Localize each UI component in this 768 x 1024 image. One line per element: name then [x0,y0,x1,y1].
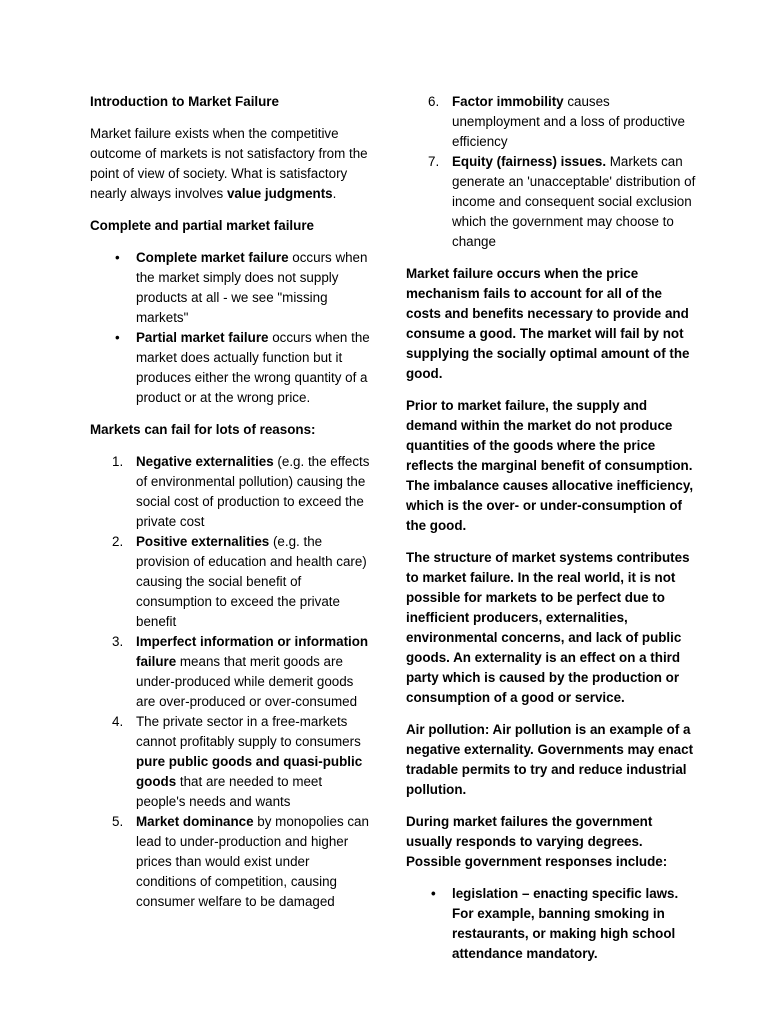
list-item [90,452,372,532]
reasons-heading: Markets can fail for lots of reasons: [90,422,316,437]
intro-text-2: . [332,186,337,201]
paragraph-definition: Market failure occurs when the price mechanism fails to account for all of the costs and benefits necessary to provide and consume a good. The market will fail by not supplying the socially optimal amount of the good. [406,266,690,381]
government-responses-list [406,884,698,964]
list-item-bold: Market dominance [136,814,254,829]
list-item-text: (e.g. the provision of education and health care) causing the social benefit of consumption to exceed the private benefit [136,534,367,629]
list-number: 2. [112,534,124,549]
paragraph-structure: The structure of market systems contributes to market failure. In the real world, it is not possible for markets to be perfect due to inefficient producers, externalities, environmental concerns, and lack of public goods. An externality is an effect on a third party which is caused by the production or consumption of a good or service. [406,550,690,705]
subheading-complete-partial: Complete and partial market failure [90,218,314,233]
list-number: 1. [112,454,124,469]
list-item-bold: Positive externalities [136,534,270,549]
list-item [406,92,698,152]
paragraph-prior: Prior to market failure, the supply and demand within the market do not produce quantities of the goods where the price reflects the marginal benefit of consumption. The imbalance causes allocative inefficiency, which is the over- or under-consumption of the good. [406,398,694,533]
list-item-text: that are needed to meet people's needs and wants [136,774,323,809]
paragraph-government: During market failures the government usually responds to varying degrees. Possible government responses include: [406,814,668,869]
list-item-text: causes unemployment and a loss of productive efficiency [452,94,685,149]
list-item-text: legislation – enacting specific laws. For example, banning smoking in restaurants, or making high school attendance mandatory. [452,886,679,961]
intro-bold: value judgments [226,186,333,201]
list-item-text: The private sector in a free-markets cannot profitably supply to consumers [136,714,361,749]
list-item [90,712,372,812]
list-number: 3. [112,634,124,649]
list-number: 7. [428,154,440,169]
list-item [90,328,372,408]
list-number: 5. [112,814,124,829]
list-item [90,632,372,712]
bullet-icon: • [431,886,436,901]
reasons-list-continued [406,92,698,252]
list-item-bold: pure public goods and quasi-public goods [136,754,363,789]
list-item-bold: Factor immobility [452,94,564,109]
list-item-text: occurs when the market simply does not supply products at all - we see "missing markets" [136,250,368,325]
list-item-text: by monopolies can lead to under-production and higher prices than would exist under conditions of competition, causing consumer welfare to be damaged [136,814,369,909]
right-column [406,92,698,976]
list-item [406,884,698,964]
list-item-bold: Complete market failure [136,250,289,265]
failure-types-list [90,248,372,408]
bullet-icon: • [115,250,120,265]
list-item-bold: Equity (fairness) issues. [452,154,607,169]
list-item-text: (e.g. the effects of environmental pollution) causing the social cost of production to exceed the private cost [136,454,370,529]
bullet-icon: • [115,330,120,345]
document-title: Introduction to Market Failure [90,94,279,109]
reasons-list [90,452,372,912]
list-item-bold: Negative externalities [136,454,274,469]
list-item [90,248,372,328]
left-column [90,92,372,924]
list-item [90,532,372,632]
list-item-bold: Partial market failure [136,330,269,345]
list-item-text: occurs when the market does actually function but it produces either the wrong quantity of a product or at the wrong price. [136,330,370,405]
intro-paragraph [90,124,372,204]
intro-text-1: Market failure exists when the competitive outcome of markets is not satisfactory from the point of view of society. What is satisfactory nearly always involves [90,126,368,201]
list-item-text: Markets can generate an 'unacceptable' distribution of income and consequent social exclusion which the government may choose to change [452,154,696,249]
list-number: 6. [428,94,440,109]
list-item-bold: Imperfect information or information failure [136,634,369,669]
list-item-text: means that merit goods are under-produced while demerit goods are over-produced or over-consumed [136,654,358,709]
list-number: 4. [112,714,124,729]
list-item [406,152,698,252]
paragraph-air-pollution: Air pollution: Air pollution is an example of a negative externality. Governments may enact tradable permits to try and reduce industrial pollution. [406,722,694,797]
list-item [90,812,372,912]
